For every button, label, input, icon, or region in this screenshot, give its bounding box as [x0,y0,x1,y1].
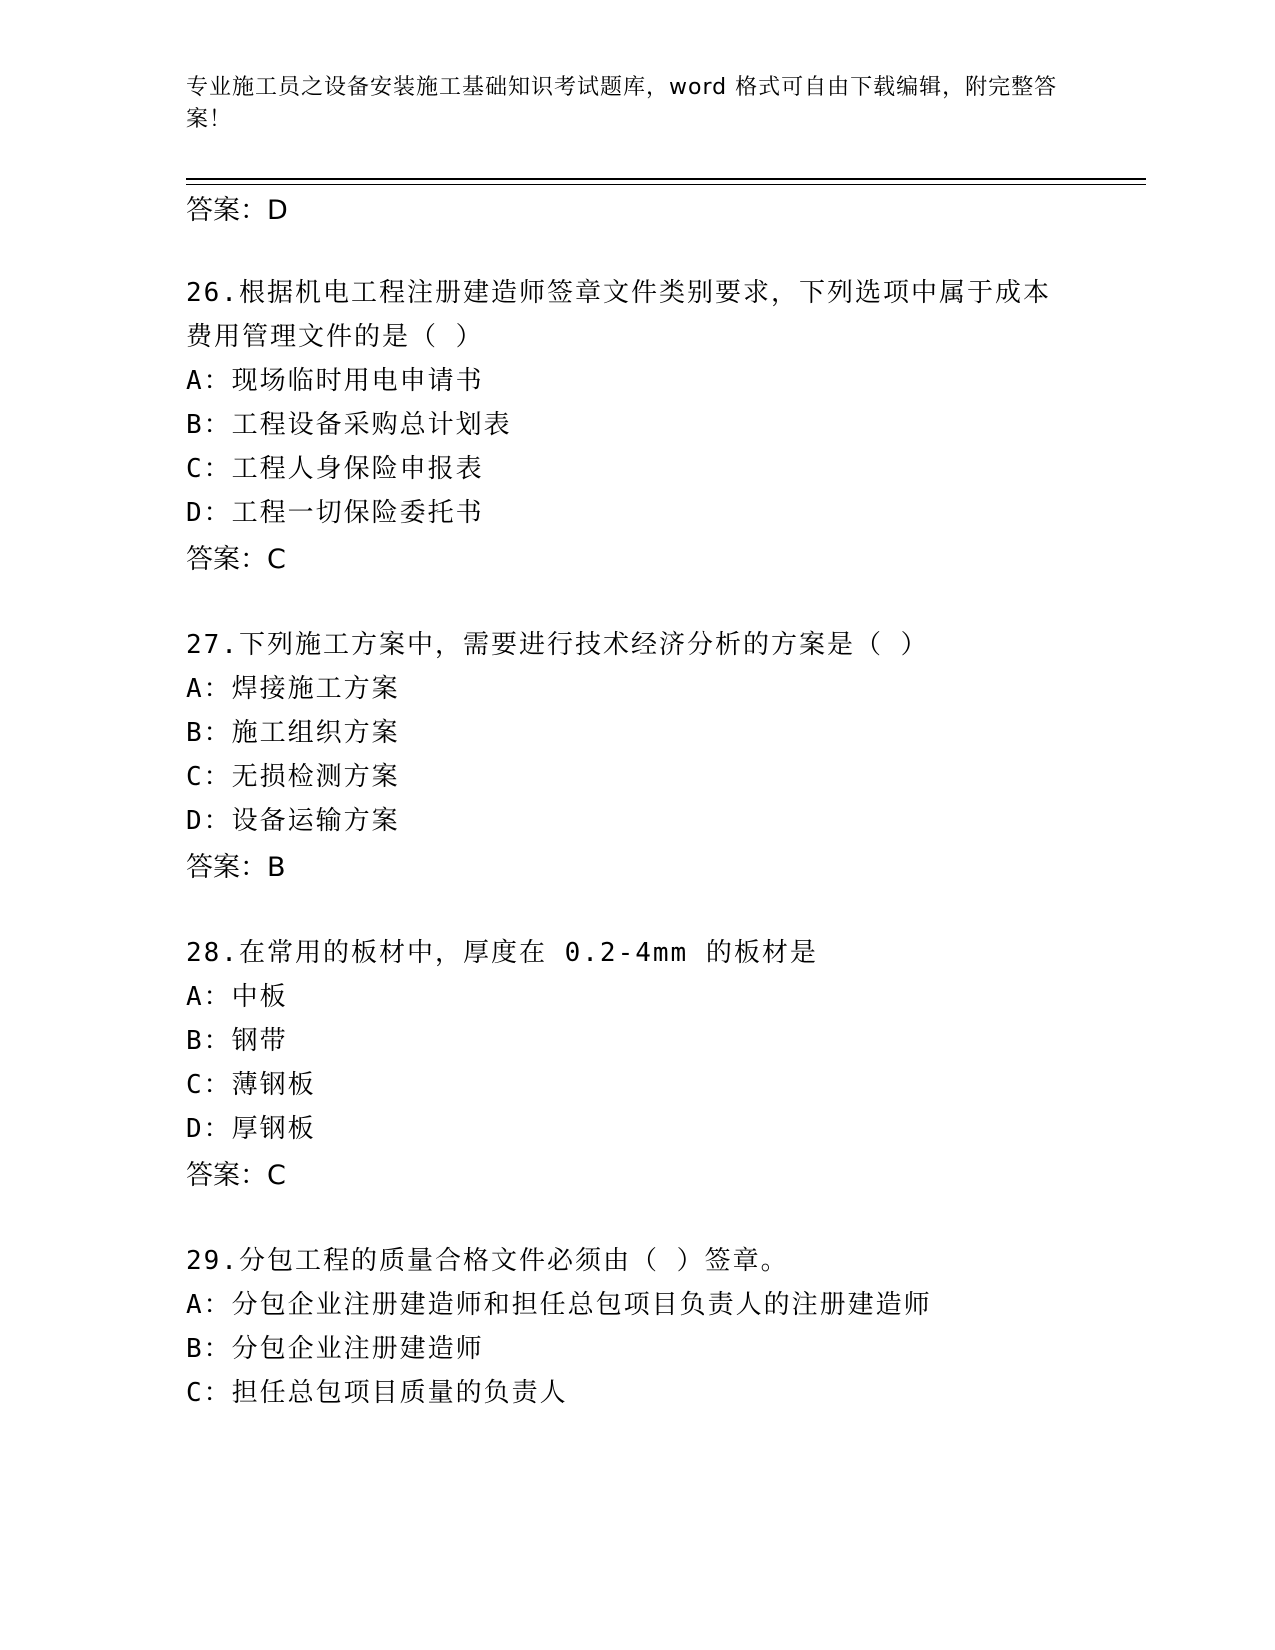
question-28-answer: 答案：C [186,1160,286,1191]
question-26-stem-line-1: 26.根据机电工程注册建造师签章文件类别要求，下列选项中属于成本 [186,278,1051,308]
question-27-stem-line-1: 27.下列施工方案中，需要进行技术经济分析的方案是（ ） [186,630,929,660]
question-27-option-d: D：设备运输方案 [186,806,400,836]
question-28-option-a: A：中板 [186,982,288,1012]
question-27-answer: 答案：B [186,852,286,883]
question-28-option-c: C：薄钢板 [186,1070,316,1100]
question-27-option-a: A：焊接施工方案 [186,674,400,704]
question-29-option-a: A：分包企业注册建造师和担任总包项目负责人的注册建造师 [186,1290,932,1320]
question-29-option-c: C：担任总包项目质量的负责人 [186,1378,568,1408]
page-header: 专业施工员之设备安装施工基础知识考试题库，word 格式可自由下载编辑，附完整答案！ [186,75,1058,132]
question-28-stem-line-1: 28.在常用的板材中，厚度在 0.2-4mm 的板材是 [186,938,818,968]
question-29-option-b: B：分包企业注册建造师 [186,1334,484,1364]
question-26-option-c: C：工程人身保险申报表 [186,454,484,484]
question-26-option-d: D：工程一切保险委托书 [186,498,484,528]
previous-answer: 答案：D [186,195,288,226]
question-26-answer: 答案：C [186,544,286,575]
question-26-option-b: B：工程设备采购总计划表 [186,410,512,440]
question-27-option-b: B：施工组织方案 [186,718,400,748]
question-28-option-d: D：厚钢板 [186,1114,316,1144]
question-28-option-b: B：钢带 [186,1026,288,1056]
question-27-option-c: C：无损检测方案 [186,762,400,792]
question-29-stem-line-1: 29.分包工程的质量合格文件必须由（ ）签章。 [186,1246,789,1276]
header-divider-thick [186,178,1146,180]
question-26-option-a: A：现场临时用电申请书 [186,366,484,396]
header-divider-thin [186,184,1146,185]
question-26-stem-line-2: 费用管理文件的是（ ） [186,322,484,352]
